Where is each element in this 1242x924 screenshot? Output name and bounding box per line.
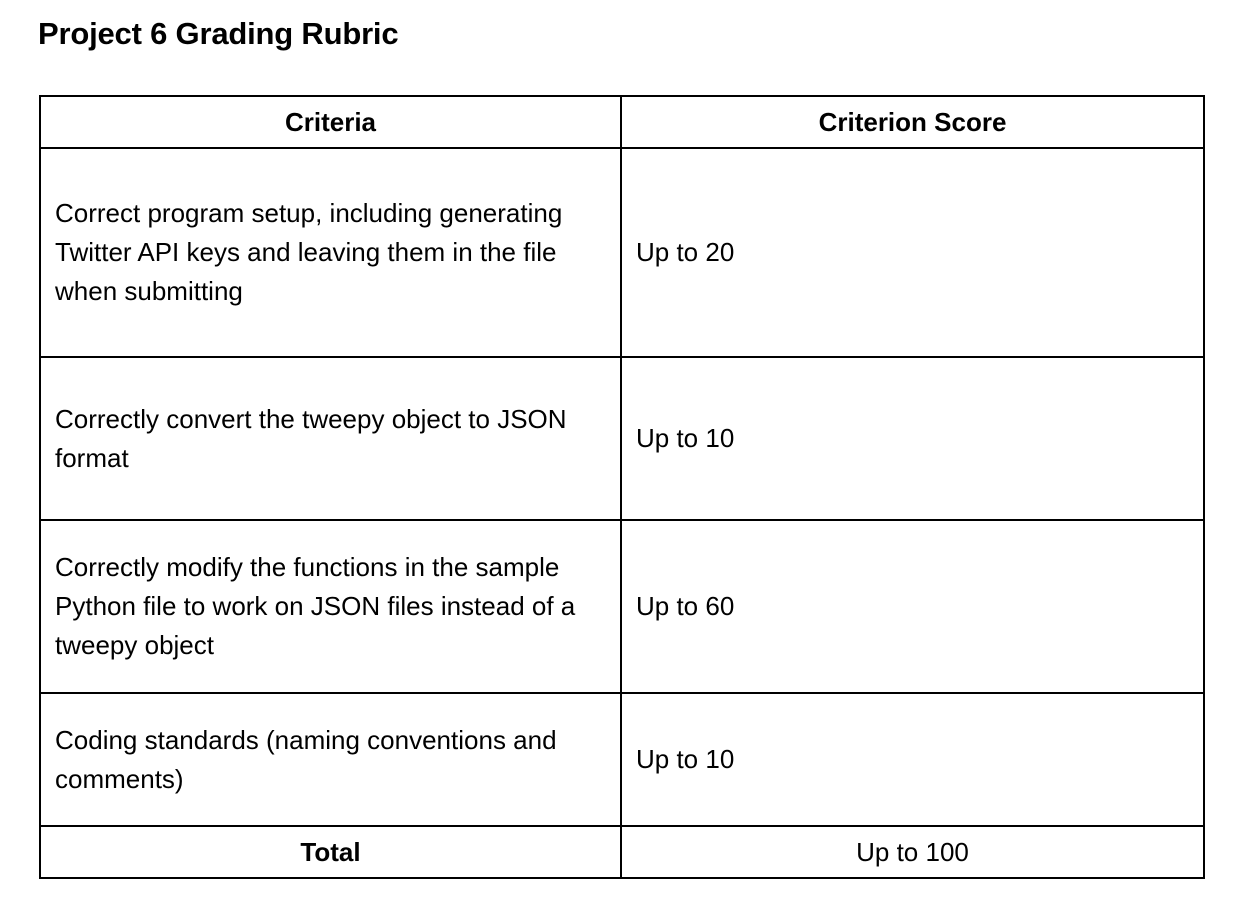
score-cell: Up to 60 <box>621 520 1204 693</box>
table-row <box>40 520 1204 693</box>
score-cell: Up to 10 <box>621 357 1204 520</box>
table-header-row <box>40 96 1204 148</box>
criteria-cell: Coding standards (naming conventions and comments) <box>40 693 621 826</box>
score-cell: Up to 20 <box>621 148 1204 357</box>
criteria-cell: Correct program setup, including generating Twitter API keys and leaving them in the file when submitting <box>40 148 621 357</box>
rubric-table <box>39 95 1205 879</box>
total-row <box>40 826 1204 878</box>
criteria-cell: Correctly convert the tweepy object to JSON format <box>40 357 621 520</box>
header-criteria: Criteria <box>40 96 621 148</box>
score-cell: Up to 10 <box>621 693 1204 826</box>
header-criterion-score: Criterion Score <box>621 96 1204 148</box>
table-row <box>40 148 1204 357</box>
table-row <box>40 693 1204 826</box>
total-score: Up to 100 <box>621 826 1204 878</box>
total-label: Total <box>40 826 621 878</box>
table-row <box>40 357 1204 520</box>
page-title: Project 6 Grading Rubric <box>38 16 399 51</box>
criteria-cell: Correctly modify the functions in the sample Python file to work on JSON files instead of a tweepy object <box>40 520 621 693</box>
